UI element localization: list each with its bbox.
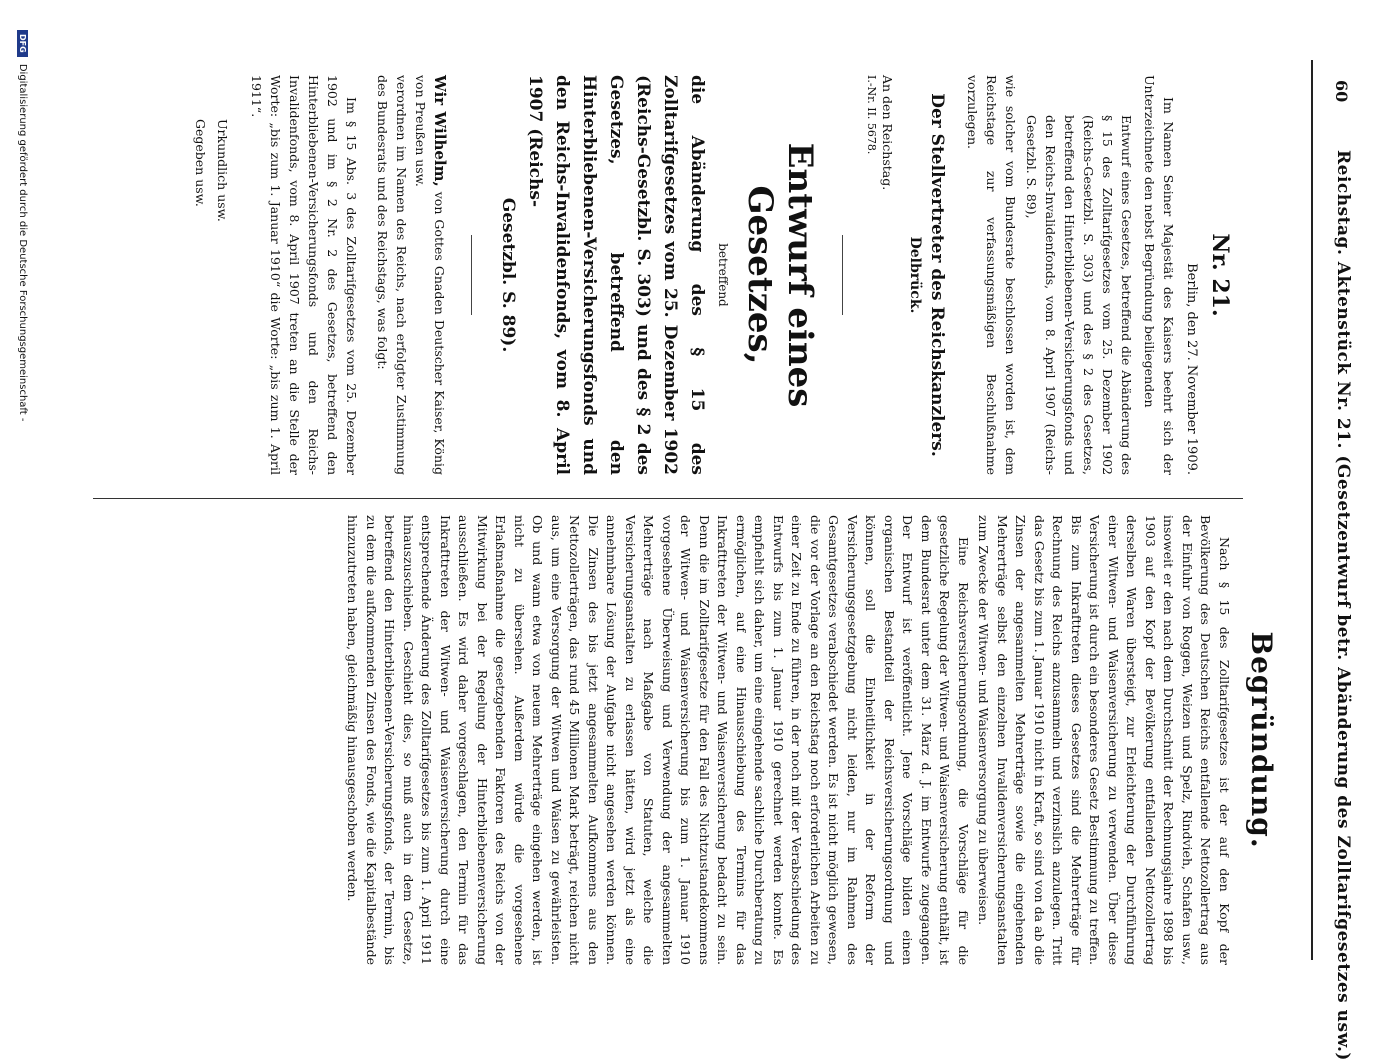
urkundlich-line: Urkundlich usw. — [215, 119, 230, 222]
divider — [471, 235, 472, 315]
dfg-logo: DFG — [17, 30, 28, 57]
emperor-name: Wir Wilhelm, — [431, 75, 449, 187]
document-number: Nr. 21. — [1207, 233, 1233, 317]
header-rule — [1311, 60, 1313, 960]
signer-name: Delbrück. — [907, 236, 923, 314]
page-number: 60 — [1332, 80, 1351, 103]
right-column — [341, 515, 1278, 965]
bill-reference: Entwurf eines Gesetzes, betreffend die Abänderung des § 15 des Zolltarifgesetzes vom 25. Dezember 1902 (Reichs-Gesetzbl. S. 303) und des § 2 des Gesetzes, betreffend den Hinterbliebenen-Versicherungsfonds und den Reichs-Invalidenfonds, vom 8. April 1907 (Reichs-Gesetzbl. S. 89), — [1024, 115, 1134, 475]
emperor-title: von Gottes Gnaden Deutscher Kaiser, König von Preußen usw. — [413, 75, 447, 475]
left-column — [189, 75, 1233, 475]
draft-subject-end: Gesetzbl. S. 89). — [498, 197, 518, 353]
funding-note — [17, 30, 28, 422]
law-paragraph: Im § 15 Abs. 3 des Zolltarifgesetzes vom 25. Dezember 1902 und im § 2 Nr. 2 des Gesetzes, betreffend den Hinterbliebenen-Versicherungsfonds und den Reichs-Invalidenfonds, vom 8. April 1907 treten an die Stelle der Worte: „bis zum 1. Januar 1910“ die Worte: „bis zum 1. April 1911“. — [249, 75, 359, 475]
reason-paragraph: Nach § 15 des Zolltarifgesetzes ist der auf den Kopf der Bevölkerung des Deutschen Reichs entfallende Nettozollertrag aus der Einfuhr von Roggen, Weizen und Spelz, Rindvieh, Schafen usw., insoweit er den nach dem Durchschnitt der Rechnungsjahre 1898 bis 1903 auf den Kopf der Bevölkerung entfallenden Nettozollertrag derselben Waren übersteigt, zur Erleichterung der Durchführung einer Witwen- und Waisenversicherung zu verwenden. Über diese Versicherung ist durch ein besonderes Gesetz Bestimmung zu treffen. Bis zum Inkrafttreten dieses Gesetzes sind die Mehrerträge für Rechnung des Reichs anzusammeln und verzinslich anzulegen. Tritt das Gesetz bis zum 1. Januar 1910 nicht in Kraft, so sind von da ab die Zinsen der angesammelten Mehrerträge sowie die eingehenden Mehrerträge selbst den einzelnen Invalidenversicherungsanstalten zum Zwecke der Witwen- und Waisenversorgung zu überweisen. — [976, 515, 1232, 965]
enactment-clause: verordnen im Namen des Reichs, nach erfolgter Zustimmung des Bundesrats und des Reichstags, was folgt: — [375, 75, 409, 475]
addressee: An den Reichstag. — [880, 75, 895, 191]
reference-number: I.-Nr. II. 5678. — [865, 75, 878, 155]
signer-title: Der Stellvertreter des Reichskanzlers. — [927, 93, 947, 457]
date-line: Berlin, den 27. November 1909. — [1184, 263, 1199, 475]
section-title: Begründung. — [1245, 631, 1278, 849]
draft-subject: die Abänderung des § 15 des Zolltarifgesetzes vom 25. Dezember 1902 (Reichs-Gesetzbl. S. 303) und des § 2 des Gesetzes, betreffend den Hinterbliebenen-Versicherungsfonds und den Reichs-Invalidenfonds, vom 8. April 1907 (Reichs- — [525, 75, 707, 475]
funding-text: Digitalisierung gefördert durch die Deutsche Forschungsgemeinschaft - — [17, 63, 28, 422]
closing-text: wie solcher vom Bundesrate beschlossen worden ist, dem Reichstage zur verfassungsmäßigen Beschlußnahme vorzulegen. — [965, 75, 1018, 475]
enactment-formula — [411, 75, 449, 475]
divider — [842, 235, 843, 315]
reason-paragraph: Eine Reichsversicherungsordnung, die Vorschläge für die gesetzliche Regelung der Witwen- und Waisenversicherung enthält, ist dem Bundesrat unter dem 31. März d. J. im Entwurfe zugegangen. Der Entwurf ist veröffentlicht. Jene Vorschläge bilden einen organischen Bestandteil der Reichsversicherungsordnung und können, soll die Einheitlichkeit in der Reform der Versicherungsgesetzgebung nicht leiden, nur im Rahmen des Gesamtgesetzes verabschiedet werden. Es ist nicht möglich gewesen, die vor der Vorlage an den Reichstag noch erforderlichen Arbeiten zu einer Zeit zu Ende zu führen, in der noch mit der Verabschiedung des Entwurfs bis zum 1. Januar 1910 gerechnet werden konnte. Es empfiehlt sich daher, um eine eingehende sachliche Durchberatung zu ermöglichen, auf eine Hinausschiebung des Termins für das Inkrafttreten der Witwen- und Waisenversicherung bedacht zu sein. Denn die im Zolltarifgesetze für den Fall des Nichtzustandekommens der Witwen- und Waisenversicherung bis zum 1. Januar 1910 vorgesehene Überweisung und Verwendung der angesammelten Mehrerträge nach Maßgabe von Statuten, welche die Versicherungsanstalten zu erlassen hätten, wird jetzt als eine annehmbare Lösung der Aufgabe nicht angesehen werden können. Die Zinsen des bis jetzt angesammelten Aufkommens aus den Nettozollerträgen, das rund 45 Millionen Mark beträgt, reichen nicht aus, um eine Versorgung der Witwen und Waisen zu gewährleisten. Ob und wann etwa von neuem Mehrerträge eingehen werden, ist nicht zu übersehen. Außerdem würde die vorgesehene Erlaßmaßnahme die gesetzgebenden Faktoren des Reichs von der Mitwirkung bei der Regelung der Hinterbliebenenversicherung ausschließen. Es wird daher vorgeschlagen, den Termin für das Inkrafttreten der Witwen- und Waisenversicherung durch eine entsprechende Änderung des Zolltarifgesetzes bis zum 1. April 1911 hinauszuschieben. Geschieht dies, so muß auch in dem Gesetze, betreffend den Hinterbliebenen-Versicherungsfonds, der Termin, bis zu dem die aufkommenden Zinsen des Fonds, wie die Kapitalbestände hinzuzutreten haben, gleichmäßig hinausgeschoben werden. — [345, 515, 971, 965]
intro-text: Im Namen Seiner Majestät des Kaisers beehrt sich der Unterzeichnete den nebst Begründung beiliegenden — [1142, 75, 1176, 475]
header-text: Reichstag. Aktenstück Nr. 21. (Gesetzentwurf betr. Abänderung des Zolltarifgesetzes usw.) — [1333, 150, 1353, 1061]
column-divider — [93, 498, 1243, 499]
betreffend-label: betreffend — [716, 243, 730, 307]
signature-block — [189, 119, 233, 475]
draft-title: Entwurf eines Gesetzes, — [740, 142, 820, 408]
gegeben-line: Gegeben usw. — [193, 119, 208, 207]
running-header — [1317, 60, 1355, 1061]
